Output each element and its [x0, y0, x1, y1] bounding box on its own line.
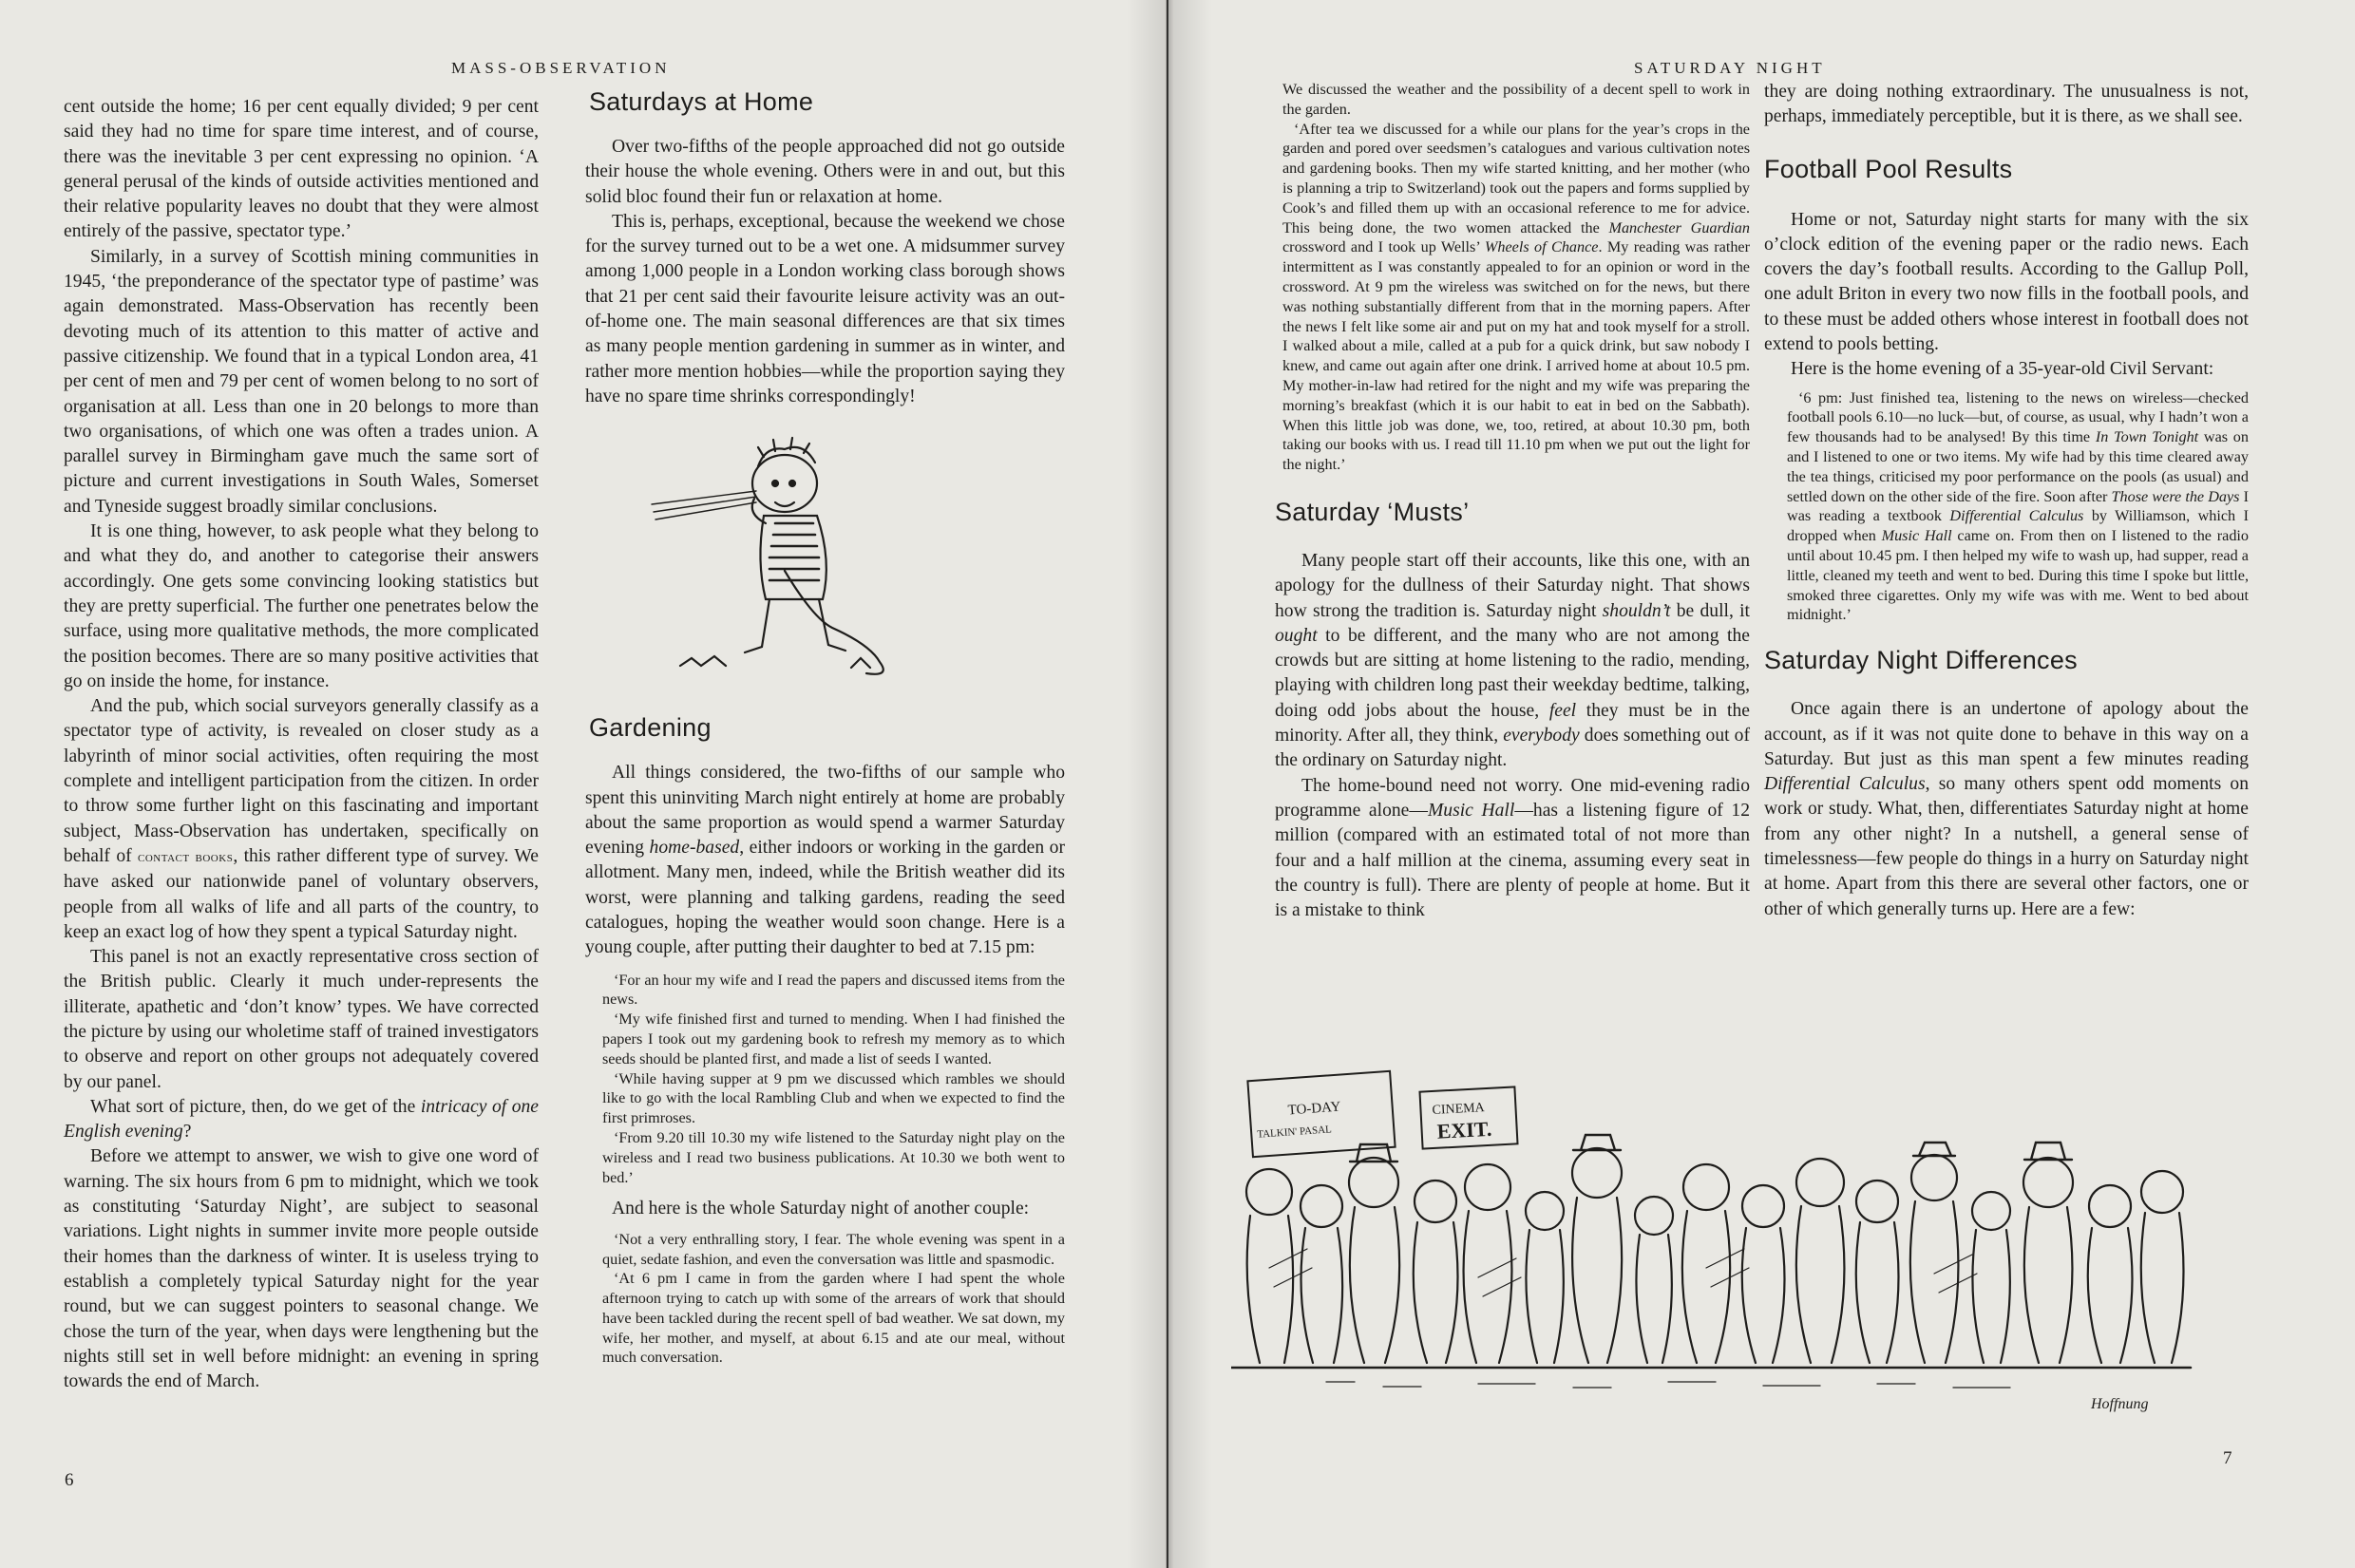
left-page	[0, 0, 1167, 1568]
quote-paragraph: ‘While having supper at 9 pm we discussed which rambles we should like to go with the local Rambling Club and when we expected to find the first primroses.	[602, 1069, 1065, 1127]
heading-saturdays-at-home: Saturdays at Home	[589, 87, 814, 116]
heading-saturday-night-differences: Saturday Night Differences	[1764, 646, 2078, 675]
paragraph: The home-bound need not worry. One mid-evening radio programme alone—Music Hall—has a listening figure of 12 million (compared with an estimated total of not more than four and a half million at the cinema, assuming every seat in the country is full). There are plenty of people at home. But it is a mistake to think	[1275, 775, 1750, 921]
quote-paragraph: ‘After tea we discussed for a while our plans for the year’s crops in the garden and pored over seedsmen’s catalogues and various cultivation notes and gardening books. Then my wife started knitting, and her mother (who is planning a trip to Switzerland) took out the papers and forms supplied by Cook’s and filled them up with an occasional reference to me for advice. This being done, the two women attacked the Manchester Guardian crossword and I took up Wells’ Wheels of Chance. My reading was rather intermittent as I was constantly appealed to for an opinion or word in the crossword. At 9 pm the wireless was switched on for the news, but there was nothing substantially different from that in the morning papers. After the news I felt like some air and put on my hat and took myself for a stroll. I walked about a mile, called at a pub for a quick drink, but saw nobody I knew, and came out again after one drink. I arrived home at about 10.5 pm. My mother-in-law had retired for the night and my wife was preparing the morning’s breakfast (which it is our habit to eat in bed on the Sabbath). When this little job was done, we, too, retired, at about 10.30 pm, both taking our books with us. I read till 11.10 pm when we put out the light for the night.’	[1282, 120, 1750, 474]
heading-saturday-musts: Saturday ‘Musts’	[1275, 497, 1470, 526]
paragraph: they are doing nothing extraordinary. The unusualness is not, perhaps, immediately perceptible, but it is there, as we shall see.	[1764, 82, 2249, 127]
quote-paragraph: ‘Not a very enthralling story, I fear. The whole evening was spent in a quiet, sedate fashion, and even the conversation was little and spasmodic.	[602, 1230, 1065, 1268]
paragraph: Before we attempt to answer, we wish to give one word of warning. The six hours from 6 pm to midnight, which we took as constituting ‘Saturday Night’, are subject to seasonal variations. Light nights in summer invite more people outside their homes than the darkness of winter. It is useless trying to establish a completely typical Saturday night for the year round, but we can suggest pointers to seasonal change. We chose the turn of the year, when days were lengthening but the nights still set in well before midnight: an evening in spring towards the end of March.	[64, 1146, 539, 1392]
paragraph: Home or not, Saturday night starts for many with the six o’clock edition of the evening paper or the radio news. Each covers the day’s football results. According to the Gallup Poll, one adult Briton in every two now fills in the football pools, and to these must be added others whose interest in football does not extend to pools betting.	[1764, 209, 2249, 355]
left-column-1	[64, 95, 539, 1394]
heading-gardening: Gardening	[589, 713, 712, 743]
cartoonist-signature: Hoffnung	[2091, 1396, 2149, 1412]
gardener-illustration	[585, 409, 1065, 694]
paragraph: This is, perhaps, exceptional, because the weekend we chose for the survey turned out to be a wet one. A midsummer survey among 1,000 people in a London working class borough shows that 21 per cent said their favourite leisure activity was an out-of-home one. The main seasonal differences are that six times as many people mention gardening in summer as in winter, and rather more mention hobbies—while the proportion saying they have no spare time shrinks correspondingly!	[585, 211, 1065, 406]
quote-paragraph: ‘My wife finished first and turned to mending. When I had finished the papers I took out my gardening book to refresh my memory as to which seeds should be planted first, and made a list of seeds I wanted.	[602, 1011, 1065, 1067]
quote-block	[585, 971, 1065, 1188]
paragraph: Many people start off their accounts, like this one, with an apology for the dullness of their Saturday night. That shows how strong the tradition is. Saturday night shouldn’t be dull, it ought to be different, and the many who are not among the crowds but are sitting at home listening to the radio, mending, playing with children long past their weekday bedtime, talking, doing odd jobs about the house, feel they must be in the minority. After all, they think, everybody does something out of the ordinary on Saturday night.	[1275, 550, 1750, 771]
paragraph: What sort of picture, then, do we get of the intricacy of one English evening?	[64, 1096, 540, 1143]
right-column-2	[1764, 80, 2249, 922]
paragraph: cent outside the home; 16 per cent equally divided; 9 per cent said they had no time for spare time interest, and of course, there was the inevitable 3 per cent expressing no opinion. ‘A general perusal of the kinds of outside activities mentioned and their relative popularity leaves no doubt that they were almost entirely of the passive, spectator type.’	[64, 97, 539, 242]
quote-paragraph: ‘For an hour my wife and I read the papers and discussed items from the news.	[602, 971, 1065, 1009]
cinema-queue-drawing	[1231, 1049, 2200, 1429]
heading-football-pool-results: Football Pool Results	[1764, 154, 2013, 183]
quote-paragraph: We discussed the weather and the possibility of a decent spell to work in the garden.	[1282, 81, 1750, 118]
page-number-right: 7	[2223, 1448, 2232, 1468]
right-page	[1168, 0, 2355, 1568]
quote-paragraph: ‘At 6 pm I came in from the garden where I had spent the whole afternoon trying to catch up with some of the arrears of work that should have been tackled during the recent spell of bad weather. We sat down, my wife, her mother, and myself, at about 6.15 and ate our meal, without much conversation.	[602, 1270, 1065, 1367]
paragraph: Similarly, in a survey of Scottish mining communities in 1945, ‘the preponderance of the spectator type of pastime’ was again demonstrated. Mass-Observation has recently been devoting much of its attention to this matter of active and passive citizenship. We found that in a typical London area, 41 per cent of men and 79 per cent of women belong to no sort of organisation at all. Less than one in 20 belongs to more than two organisations, of which one was often a trades union. A parallel survey in Birmingham gave much the same sort of picture and current investigations in South Wales, Somerset and Tyneside suggest broadly similar conclusions.	[64, 246, 539, 517]
quote-paragraph: ‘6 pm: Just finished tea, listening to the news on wireless—checked football pools 6.10—no luck—but, of course, as usual, why I hadn’t won a few thousands had to be analysed! By this time In Town Tonight was on and I listened to one or two items. My wife had by this time cleared away the tea things, criticised my poor performance on the pools (as usual) and settled down on the other side of the fire. Soon after Those were the Days I was reading a textbook Differential Calculus by Williamson, which I dropped when Music Hall came on. From then on I listened to the radio until about 10.45 pm. I then helped my wife to wash up, had supper, read a little, cleaned my teeth and went to bed. During this time I spoke but little, smoked three cigarettes. Only my wife was with me. Went to bed about midnight.’	[1787, 388, 2250, 624]
quote-block	[1764, 388, 2249, 626]
right-column-1	[1275, 80, 1750, 923]
paragraph: All things considered, the two-fifths of our sample who spent this uninviting March night entirely at home are probably about the same proportion as would spend a warmer Saturday evening home-based, either indoors or working in the garden or allotment. Many men, indeed, while the British weather did its worst, were planning and talking gardens, reading the seed catalogues, hoping the weather would soon change. Here is a young couple, after putting their daughter to bed at 7.15 pm:	[585, 763, 1065, 958]
paragraph: This panel is not an exactly representative cross section of the British public. Clearly it much under-represents the illiterate, apathetic and ‘don’t know’ types. We have corrected the picture by using our wholetime staff of trained investigators to observe and report on other groups not adequately covered by our panel.	[64, 947, 539, 1092]
running-header-left: MASS-OBSERVATION	[451, 59, 671, 77]
exit-sign-text: EXIT.	[1436, 1116, 1492, 1143]
page-number-left: 6	[65, 1470, 74, 1490]
poster-talking-text: TALKIN' PASAL	[1256, 1124, 1333, 1141]
left-column-2	[585, 85, 1065, 1368]
running-header-right: SATURDAY NIGHT	[1634, 59, 1826, 77]
cinema-sign-text: CINEMA	[1432, 1101, 1486, 1118]
cinema-queue-cartoon	[1231, 1049, 2200, 1429]
paragraph: Here is the home evening of a 35-year-old Civil Servant:	[1791, 359, 2214, 380]
paragraph: And here is the whole Saturday night of another couple:	[612, 1199, 1030, 1219]
paragraph: Over two-fifths of the people approached did not go outside their house the whole evening. Others were in and out, but this solid bloc found their fun or relaxation at home.	[585, 137, 1065, 207]
paragraph: Once again there is an undertone of apology about the account, as if it was not quite done to behave in this way on a Saturday. But just as this man spent a few minutes reading Differential Calculus, so many others spent odd moments on work or study. What, then, differentiates Saturday night at home from any other night? In a nutshell, a general sense of timelessness—few people do things in a hurry on Saturday night at home. Apart from this there are several other factors, one or other of which generally turns up. Here are a few:	[1764, 699, 2250, 919]
poster-today-text: TO-DAY	[1287, 1099, 1341, 1119]
gardener-cartoon	[642, 428, 927, 685]
paragraph: And the pub, which social surveyors generally classify as a spectator type of activity, is revealed on closer study as a labyrinth of minor social activities, often requiring the most complete and intelligent participation from the citizen. In order to throw some further light on this fascinating and important subject, Mass-Observation has undertaken, specifically on behalf of contact books, this rather different type of survey. We have asked our nationwide panel of voluntary observers, people from all walks of life and all parts of the country, to keep an exact log of how they spent a typical Saturday night.	[64, 696, 539, 942]
quote-block	[1275, 80, 1750, 475]
quote-paragraph: ‘From 9.20 till 10.30 my wife listened to the Saturday night play on the wireless and I read two business publications. At 10.30 we both went to bed.’	[602, 1129, 1065, 1186]
quote-block	[585, 1230, 1065, 1369]
paragraph: It is one thing, however, to ask people what they belong to and what they do, and another to categorise their answers accordingly. One gets some convincing looking statistics but they are pretty superficial. The further one penetrates below the surface, using more qualitative methods, the more complicated the position becomes. There are so many positive activities that go on inside the home, for instance.	[64, 521, 539, 691]
